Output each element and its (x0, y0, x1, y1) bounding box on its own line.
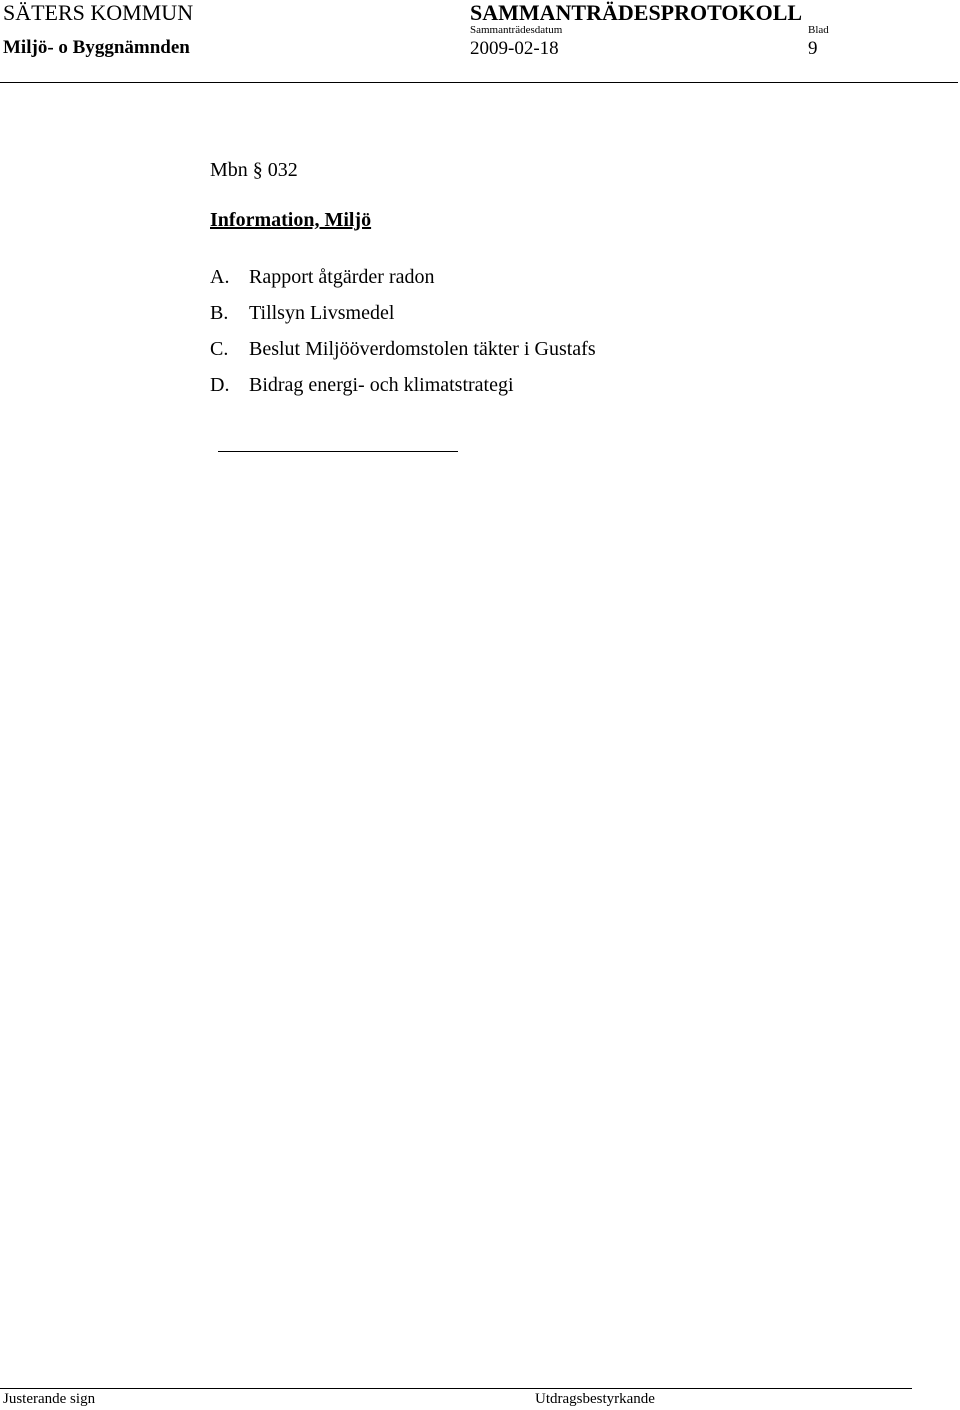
section-heading: Information, Miljö (210, 209, 372, 231)
list-marker: B. (210, 302, 229, 324)
meeting-date-value: 2009-02-18 (470, 38, 559, 59)
sheet-label: Blad (808, 24, 829, 36)
list-item-text: Tillsyn Livsmedel (249, 302, 395, 324)
adjuster-signature-label: Justerande sign (3, 1391, 96, 1407)
list-item (210, 331, 596, 367)
list-item (210, 295, 596, 331)
list-item-text: Beslut Miljööverdomstolen täkter i Gustafs (249, 338, 596, 360)
sheet-number: 9 (808, 38, 818, 59)
document-type: SAMMANTRÄDESPROTOKOLL (470, 0, 803, 25)
list-item-text: Bidrag energi- och klimatstrategi (249, 374, 514, 396)
list-item (210, 259, 596, 295)
paragraph-id: Mbn § 032 (210, 159, 298, 181)
list-item (210, 367, 596, 403)
list-marker: A. (210, 266, 230, 288)
extract-certification-label: Utdragsbestyrkande (535, 1391, 655, 1407)
header-divider (0, 82, 958, 83)
list-marker: C. (210, 338, 229, 360)
meeting-date-label: Sammanträdesdatum (470, 24, 563, 36)
footer-divider (0, 1388, 912, 1389)
information-list (210, 259, 596, 403)
board-name: Miljö- o Byggnämnden (3, 37, 190, 58)
organization-name: SÄTERS KOMMUN (3, 0, 194, 25)
list-item-text: Rapport åtgärder radon (249, 266, 435, 288)
signature-line (218, 451, 458, 452)
list-marker: D. (210, 374, 230, 396)
